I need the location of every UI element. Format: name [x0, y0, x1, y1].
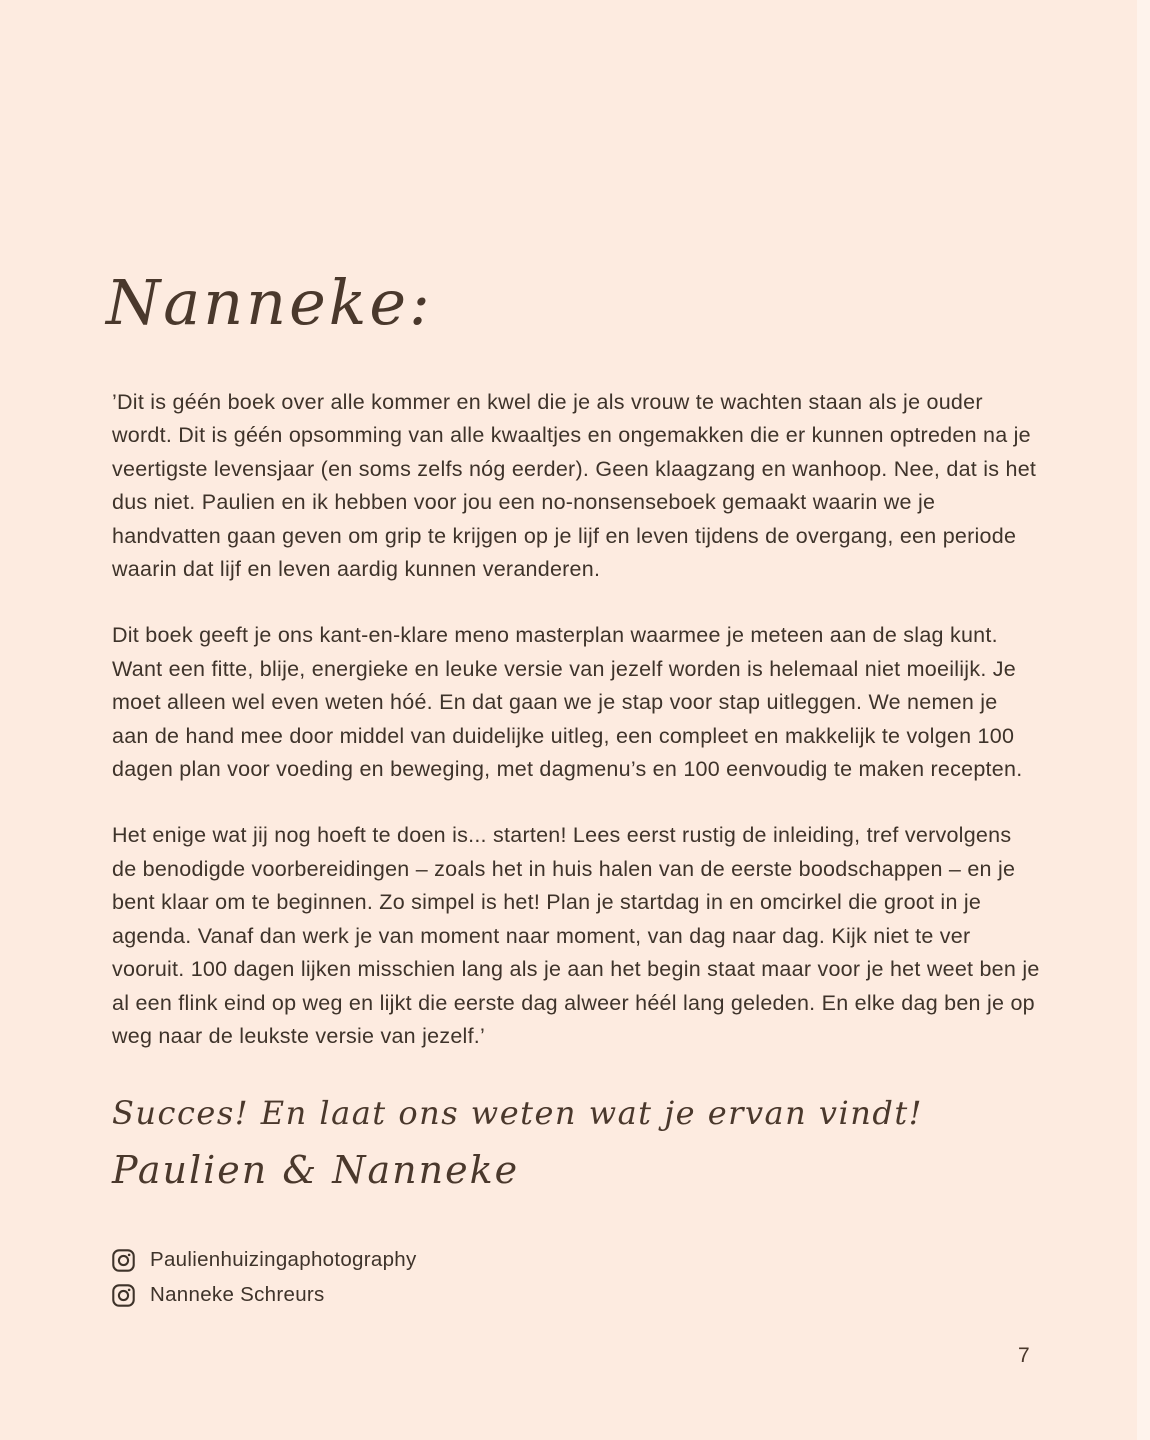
page-number: 7 [1018, 1344, 1030, 1367]
instagram-row-paulien [111, 1243, 417, 1277]
instagram-icon [111, 1248, 136, 1273]
instagram-handle: Nanneke Schreurs [150, 1283, 325, 1306]
signoff-message: Succes! En laat ons weten wat je ervan vindt! [112, 1094, 924, 1132]
instagram-icon [111, 1283, 136, 1308]
signoff-signature: Paulien & Nanneke [112, 1148, 520, 1192]
instagram-handle: Paulienhuizingaphotography [150, 1248, 417, 1271]
page-title: Nanneke: [106, 266, 433, 339]
page-edge [1137, 0, 1150, 1440]
paragraph-masterplan: Dit boek geeft je ons kant-en-klare meno masterplan waarmee je meteen aan de slag kunt. Want een fitte, blije, energieke en leuke versie van jezelf worden is helemaal niet moeilijk. Je moet alleen wel even weten hóé. En dat gaan we je stap voor stap uitleggen. We nemen je aan de hand mee door middel van duidelijke uitleg, een compleet en makkelijk te volgen 100 dagen plan voor voeding en beweging, met dagmenu’s en 100 eenvoudig te maken recepten. [112, 623, 1023, 782]
paragraph-intro: ’Dit is géén boek over alle kommer en kwel die je als vrouw te wachten staan als je ouder wordt. Dit is géén opsomming van alle kwaaltjes en ongemakken die er kunnen optreden na je veertigste levensjaar (en soms zelfs nóg eerder). Geen klaagzang en wanhoop. Nee, dat is het dus niet. Paulien en ik hebben voor jou een no-nonsenseboek gemaakt waarin we je handvatten gaan geven om grip te krijgen op je lijf en leven tijdens de overgang, een periode waarin dat lijf en leven aardig kunnen veranderen. [112, 390, 1037, 582]
signoff [112, 1094, 923, 1192]
body-text [112, 386, 1040, 1053]
social-handles [111, 1243, 417, 1312]
instagram-row-nanneke [111, 1278, 417, 1312]
paragraph-getting-started: Het enige wat jij nog hoeft te doen is... starten! Lees eerst rustig de inleiding, tref vervolgens de benodigde voorbereidingen – zoals het in huis halen van de eerste boodschappen – en je bent klaar om te beginnen. Zo simpel is het! Plan je startdag in en omcirkel die groot in je agenda. Vanaf dan werk je van moment naar moment, van dag naar dag. Kijk niet te ver vooruit. 100 dagen lijken misschien lang als je aan het begin staat maar voor je het weet ben je al een flink eind op weg en lijkt die eerste dag alweer héél lang geleden. En elke dag ben je op weg naar de leukste versie van jezelf.’ [112, 823, 1040, 1048]
